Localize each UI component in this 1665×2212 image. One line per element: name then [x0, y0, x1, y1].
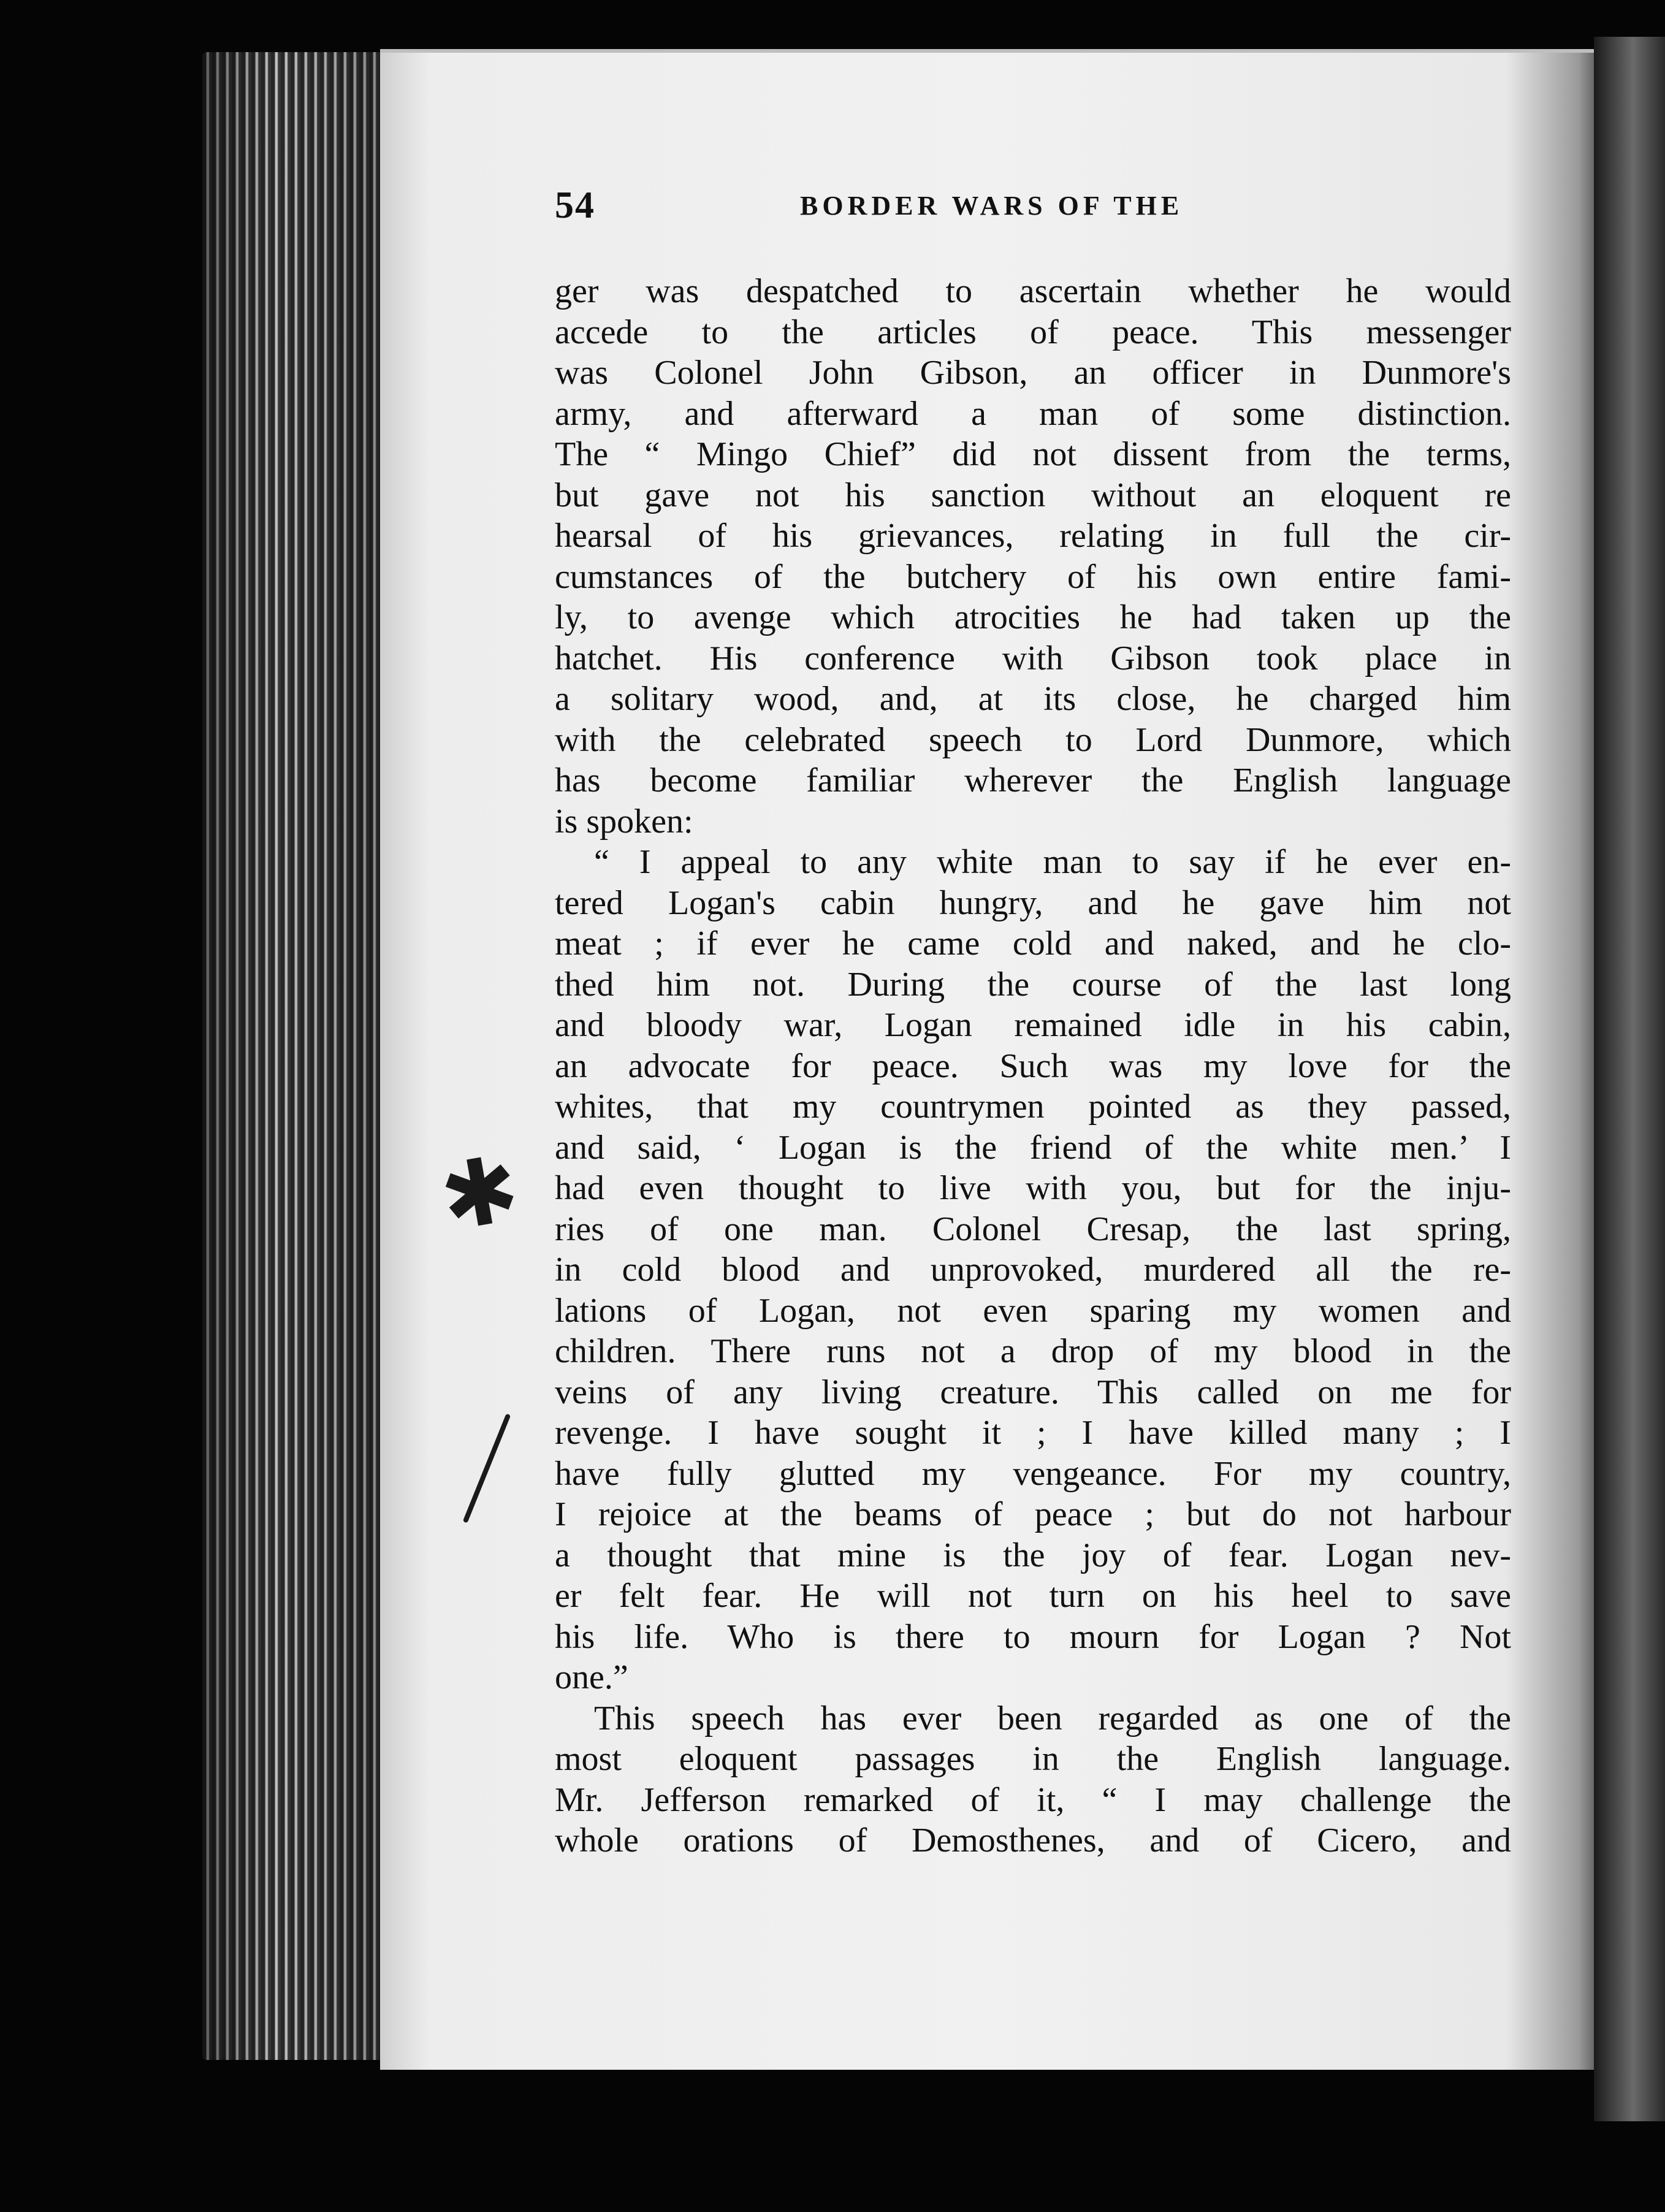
quote-line: in cold blood and unprovoked, murdered all the re- [555, 1251, 1511, 1289]
quote-line: have fully glutted my vengeance. For my country, [555, 1454, 1511, 1493]
text-line: Mr. Jefferson remarked of it, “ I may challenge the [555, 1780, 1511, 1819]
quote-line: children. There runs not a drop of my blood in the [555, 1332, 1511, 1370]
page-edges-shadow [202, 52, 386, 2060]
handwritten-asterisk-mark: ✱ [432, 1134, 527, 1253]
quote-line: a thought that mine is the joy of fear. Logan nev- [555, 1536, 1511, 1574]
book-gutter [1594, 37, 1665, 2121]
quote-line: “ I appeal to any white man to say if he ever en- [594, 843, 1511, 881]
text-line: This speech has ever been regarded as one of the [594, 1699, 1511, 1737]
text-line: has become familiar wherever the English language [555, 761, 1511, 799]
text-line: was Colonel John Gibson, an officer in Dunmore's [555, 354, 1511, 392]
text-line: with the celebrated speech to Lord Dunmore, which [555, 720, 1511, 759]
text-line: a solitary wood, and, at its close, he charged him [555, 680, 1511, 718]
quote-line: and bloody war, Logan remained idle in his cabin, [555, 1006, 1511, 1044]
quote-line: meat ; if ever he came cold and naked, and he clo- [555, 925, 1511, 963]
page-header [555, 184, 1260, 233]
quote-line: his life. Who is there to mourn for Logan ? Not [555, 1617, 1511, 1656]
page-number: 54 [555, 185, 595, 226]
quote-line: thed him not. During the course of the last long [555, 965, 1511, 1004]
quote-line: had even thought to live with you, but for the inju- [555, 1169, 1511, 1207]
quote-line: er felt fear. He will not turn on his heel to save [555, 1577, 1511, 1615]
quote-line: veins of any living creature. This called on me for [555, 1373, 1511, 1411]
text-line: but gave not his sanction without an eloquent re [555, 476, 1511, 514]
quote-line: whites, that my countrymen pointed as they passed, [555, 1088, 1511, 1126]
text-line: ger was despatched to ascertain whether he would [555, 272, 1511, 310]
text-line: ly, to avenge which atrocities he had taken up the [555, 598, 1511, 636]
text-line: hatchet. His conference with Gibson took place in [555, 639, 1511, 677]
text-line: army, and afterward a man of some distinction. [555, 394, 1511, 433]
text-line: hearsal of his grievances, relating in full the cir- [555, 517, 1511, 555]
quote-line: ries of one man. Colonel Cresap, the last spring, [555, 1210, 1511, 1248]
text-line: cumstances of the butchery of his own entire fami- [555, 557, 1511, 596]
body-text [555, 271, 1511, 1861]
quote-line: an advocate for peace. Such was my love for the [555, 1047, 1511, 1085]
text-line: accede to the articles of peace. This messenger [555, 313, 1511, 351]
running-head: BORDER WARS OF THE [800, 191, 1184, 221]
quote-line: one.” [555, 1658, 628, 1696]
quote-line: I rejoice at the beams of peace ; but do not harbour [555, 1495, 1511, 1533]
text-line: whole orations of Demosthenes, and of Cicero, and [555, 1821, 1511, 1859]
quote-line: revenge. I have sought it ; I have killed many ; I [555, 1414, 1511, 1452]
text-line: is spoken: [555, 802, 693, 841]
text-line: The “ Mingo Chief” did not dissent from the terms, [555, 435, 1511, 473]
quote-line: tered Logan's cabin hungry, and he gave him not [555, 883, 1511, 922]
quote-line: lations of Logan, not even sparing my women and [555, 1291, 1511, 1330]
text-line: most eloquent passages in the English language. [555, 1740, 1511, 1778]
quote-line: and said, ‘ Logan is the friend of the white men.’ I [555, 1128, 1511, 1167]
